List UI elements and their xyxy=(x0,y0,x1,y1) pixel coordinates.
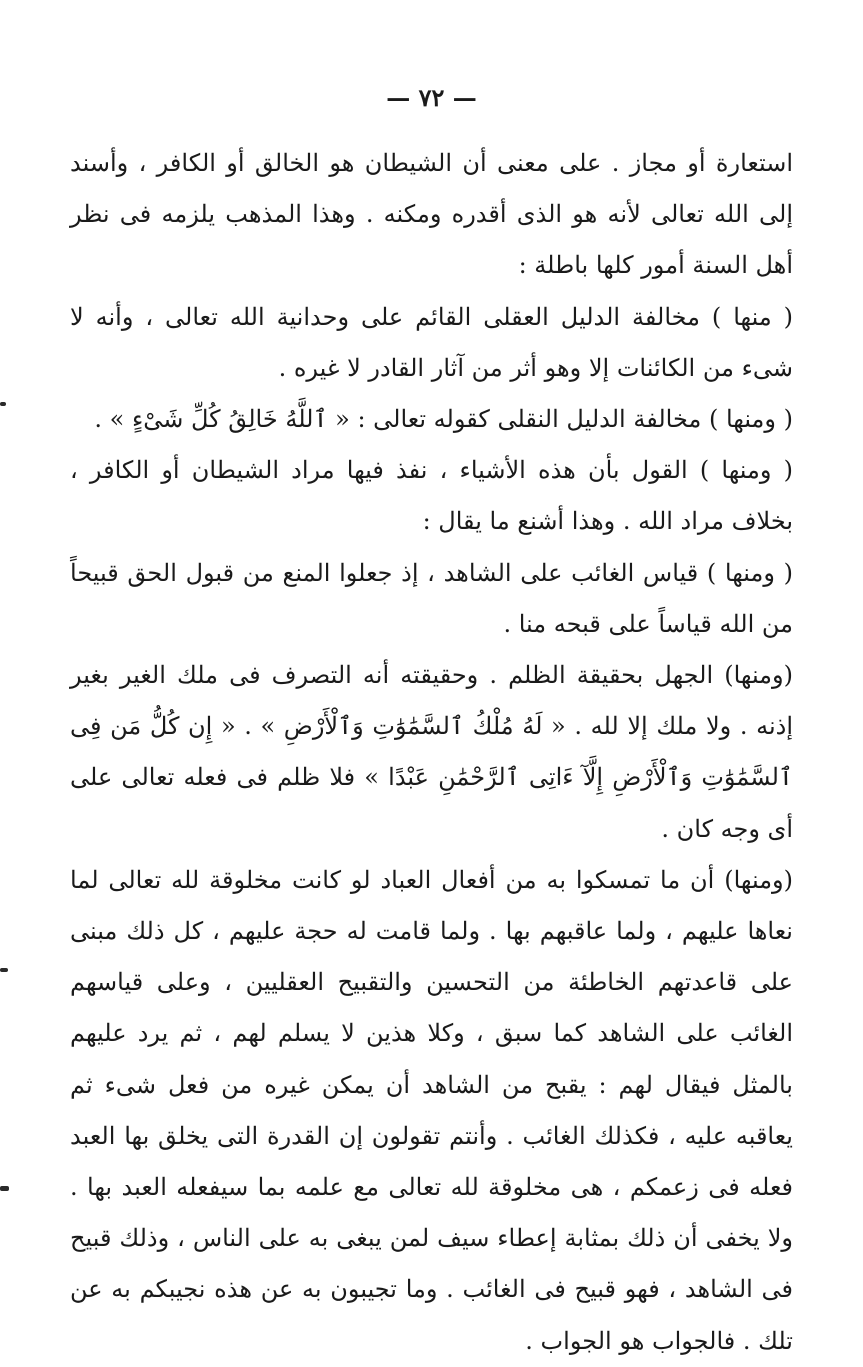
body-text xyxy=(70,138,793,1367)
paragraph-reply: (ومنها) أن ما تمسكوا به من أفعال العباد لو كانت مخلوقة لله تعالى لما نعاها عليهم ، ولما عاقبهم بها . ولما قامت له حجة عليهم ، كل ذلك مبنى على قاعدتهم الخاطئة من التحسين والتقبيح العقليين ، وعلى قياسهم الغائب على الشاهد كما سبق ، وكلا هذين لا يسلم لهم ، ثم يرد عليهم بالمثل فيقال لهم : يقبح من الشاهد أن يمكن غيره من فعل شىء ثم يعاقبه عليه ، فكذلك الغائب . وأنتم تقولون إن القدرة التى يخلق بها العبد فعله فى زعمكم ، هى مخلوقة لله تعالى مع علمه بما سيفعله العبد بها . ولا يخفى أن ذلك بمثابة إعطاء سيف لمن يبغى به على الناس ، وذلك قبيح فى الشاهد ، فهو قبيح فى الغائب . وما تجيبون به عن هذه نجيبكم به عن تلك . فالجواب هو الجواب . xyxy=(70,865,794,1355)
paragraph-textual-proof: ( ومنها ) مخالفة الدليل النقلى كقوله تعالى : « ٱللَّهُ خَالِقُ كُلِّ شَىْءٍ » . xyxy=(94,405,793,434)
paragraph-rational-proof: ( منها ) مخالفة الدليل العقلى القائم على وحدانية الله تعالى ، وأنه لا شىء من الكائنات إلا وهو أثر من آثار القادر لا غيره . xyxy=(70,302,793,382)
paragraph-will: ( ومنها ) القول بأن هذه الأشياء ، نفذ فيها مراد الشيطان أو الكافر ، بخلاف مراد الله . وهذا أشنع ما يقال : xyxy=(70,456,793,536)
paragraph-injustice: (ومنها) الجهل بحقيقة الظلم . وحقيقته أنه التصرف فى ملك الغير بغير إذنه . ولا ملك إلا لله . « لَهُ مُلْكُ ٱلسَّمَٰوَٰتِ وَٱلْأَرْضِ » . « إِن كُلُّ مَن فِى ٱلسَّمَٰوَٰتِ وَٱلْأَرْضِ إِلَّآ ءَاتِى ٱلرَّحْمَٰنِ عَبْدًا » فلا ظلم فى فعله تعالى على أى وجه كان . xyxy=(70,661,793,843)
paragraph-intro: استعارة أو مجاز . على معنى أن الشيطان هو الخالق أو الكافر ، وأسند إلى الله تعالى لأنه هو الذى أقدره ومكنه . وهذا المذهب يلزمه فى نظر أهل السنة أمور كلها باطلة : xyxy=(70,149,793,280)
page-number: — ٧٢ — xyxy=(386,83,477,112)
scan-mark-left-1 xyxy=(0,402,6,406)
scan-mark-left-2 xyxy=(0,968,8,972)
scan-mark-left-3 xyxy=(0,1186,9,1191)
paragraph-analogy: ( ومنها ) قياس الغائب على الشاهد ، إذ جعلوا المنع من قبول الحق قبيحاً من الله قياساً على قبحه منا . xyxy=(70,558,793,638)
